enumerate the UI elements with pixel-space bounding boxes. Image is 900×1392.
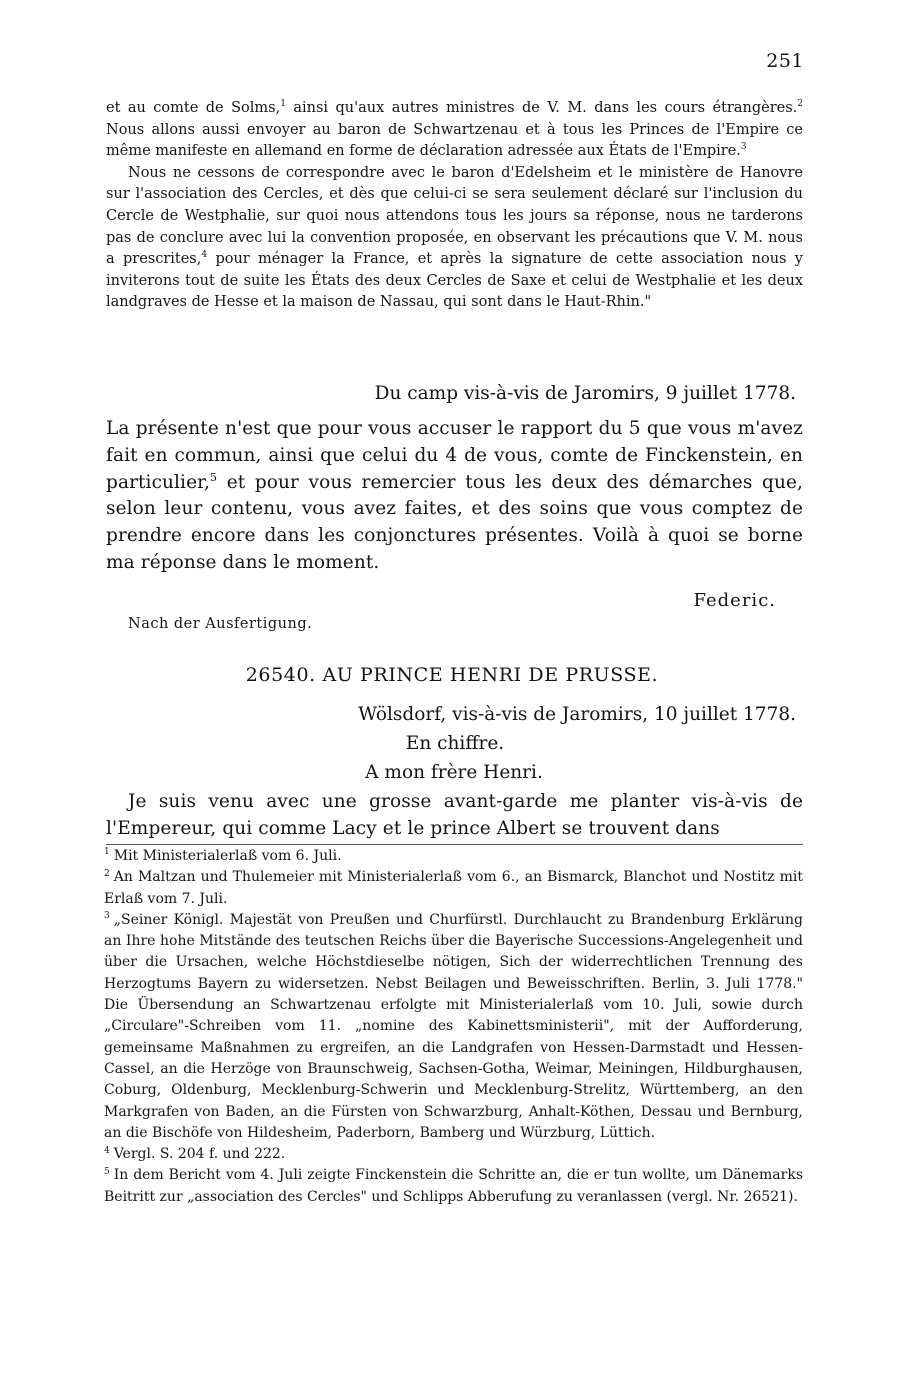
footnote-text: In dem Bericht vom 4. Juli zeigte Finckenstein die Schritte an, die er tun wollte, um Dänemarks Beitritt zur „association des Cercles" und Schlipps Abberufung zu veranlassen (vergl. Nr. 26521).: [104, 1167, 803, 1205]
footnote-4: [104, 1144, 803, 1165]
quote-paragraph-2: [106, 163, 803, 314]
footnote-mark: 3: [104, 911, 110, 922]
salutation: A mon frère Henri.: [365, 762, 543, 783]
footnote-mark: 4: [104, 1145, 110, 1156]
footnote-ref-4[interactable]: 4: [201, 250, 208, 261]
footnote-text: Mit Ministerialerlaß vom 6. Juli.: [113, 848, 342, 864]
letter-text: La présente n'est que pour vous accuser le rapport du 5 que vous m'avez fait en commun, ainsi que celui du 4 de vous, comte de Finckenstein, en particulier,: [106, 418, 803, 493]
quote-text: ainsi qu'aux autres ministres de V. M. dans les cours étrangères.: [285, 100, 798, 116]
page-number: 251: [766, 50, 804, 72]
footnote-5: [104, 1165, 803, 1208]
footnote-mark: 2: [104, 868, 110, 879]
letter-1-paragraph: [106, 416, 803, 577]
letter-2-dateline: Wölsdorf, vis-à-vis de Jaromirs, 10 juillet 1778.: [358, 704, 796, 725]
footnote-ref-1[interactable]: 1: [280, 99, 286, 110]
letter-1-dateline: Du camp vis-à-vis de Jaromirs, 9 juillet 1778.: [374, 383, 796, 404]
footnote-text: „Seiner Königl. Majestät von Preußen und Churfürstl. Durchlaucht zu Brandenburg Erklärung an Ihre hohe Mitstände des teutschen Reichs über die Bayerische Successions-Angelegenheit und über die Ursachen, welche Höchstdieselbe nötigen, Sich der widerrechtlichen Trennung des Herzogtums Bayern zu widersetzen. Nebst Beilagen und Beweisschriften. Berlin, 3. Juli 1778." Die Übersendung an Schwartzenau erfolgte mit Ministerialerlaß vom 10. Juli, sowie durch „Circulare"-Schreiben vom 11. „nomine des Kabinettsministerii", mit der Aufforderung, gemeinsame Maßnahmen zu ergreifen, an die Landgrafen von Hessen-Darmstadt und Hessen-Cassel, an die Herzöge von Braunschweig, Sachsen-Gotha, Weimar, Meiningen, Hildburghausen, Coburg, Oldenburg, Mecklenburg-Schwerin und Mecklenburg-Strelitz, Württemberg, an den Markgrafen von Baden, an die Fürsten von Schwarzburg, Anhalt-Köthen, Dessau und Bernburg, an die Bischöfe von Hildesheim, Paderborn, Bamberg und Würzburg, Lüttich.: [104, 911, 803, 1141]
quote-text: Nous allons aussi envoyer au baron de Schwartzenau et à tous les Princes de l'Empire ce même manifeste en allemand en forme de déclaration adressée aux États de l'Empire.: [106, 121, 803, 160]
quoted-report: [106, 98, 803, 314]
footnote-text: Vergl. S. 204 f. und 222.: [113, 1146, 286, 1163]
footnote-mark: 5: [104, 1166, 110, 1177]
quote-paragraph-1: [106, 98, 803, 163]
footnote-ref-5[interactable]: 5: [210, 470, 218, 484]
letter-2-heading: 26540. AU PRINCE HENRI DE PRUSSE.: [245, 664, 659, 686]
footnotes: [104, 846, 803, 1208]
letter-2-body: [106, 789, 803, 843]
signature: Federic.: [693, 590, 776, 611]
footnote-1: [104, 846, 803, 867]
letter-1-body: [106, 416, 803, 577]
source-note: Nach der Ausfertigung.: [128, 616, 313, 632]
footnote-separator: [106, 844, 803, 845]
letter-text: et pour vous remercier tous les deux des démarches que, selon leur contenu, vous avez faites, et des soins que vous comptez de prendre encore dans les conjonctures présentes. Voilà à quoi se borne ma réponse dans le moment.: [106, 471, 803, 573]
letter-2-paragraph: Je suis venu avec une grosse avant-garde me planter vis-à-vis de l'Empereur, qui comme Lacy et le prince Albert se trouvent dans: [106, 791, 803, 839]
footnote-2: [104, 867, 803, 910]
cipher-note: En chiffre.: [405, 733, 505, 754]
footnote-3: [104, 910, 803, 1144]
footnote-text: An Maltzan und Thulemeier mit Ministerialerlaß vom 6., an Bismarck, Blanchot und Nostitz mit Erlaß vom 7. Juli.: [104, 869, 803, 907]
footnote-mark: 1: [104, 847, 110, 858]
quote-text: Nous ne cessons de correspondre avec le baron d'Edelsheim et le ministère de Hanovre sur l'association des Cercles, et dès que celui-ci se sera seulement déclaré sur l'inclusion du Cercle de Westphalie, sur quoi nous attendons tous les jours sa réponse, nous ne tarderons pas de conclure avec lui la convention proposée, en observant les précautions que V. M. nous a prescrites,: [106, 164, 803, 268]
footnote-ref-3[interactable]: 3: [740, 142, 747, 153]
footnote-ref-2[interactable]: 2: [797, 99, 803, 110]
quote-text: et au comte de Solms,: [106, 100, 281, 116]
quote-text: pour ménager la France, et après la signature de cette association nous y inviterons tout de suite les États des deux Cercles de Saxe et celui de Westphalie et les deux landgraves de Hesse et la maison de Nassau, qui sont dans le Haut-Rhin.": [106, 251, 803, 311]
